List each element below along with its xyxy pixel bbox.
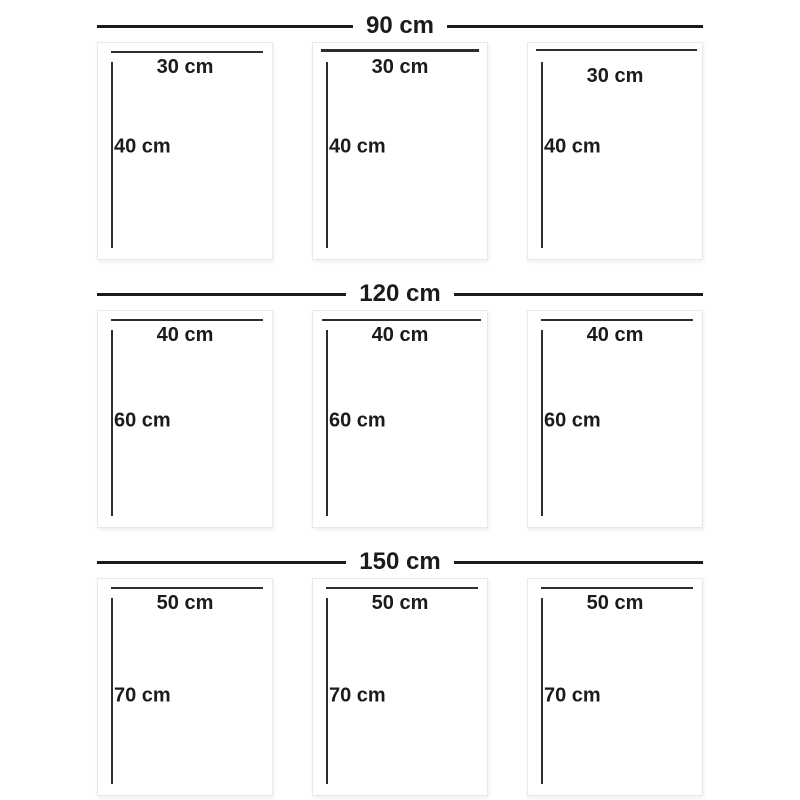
frame-card	[312, 42, 488, 260]
frame-card	[527, 310, 703, 528]
frame-width-label: 40 cm	[586, 324, 644, 346]
frame-width-line	[111, 319, 263, 321]
frame-row	[97, 310, 703, 528]
frame-width-label: 40 cm	[371, 324, 429, 346]
frame-card	[312, 310, 488, 528]
frame-height-line	[541, 62, 543, 248]
total-width-dimension	[97, 14, 703, 38]
frame-height-line	[326, 598, 328, 784]
dimension-line-left	[97, 561, 346, 564]
frame-height-line	[541, 598, 543, 784]
frame-height-label: 70 cm	[544, 684, 601, 707]
frame-height-label: 60 cm	[329, 409, 386, 432]
frame-width-line	[541, 587, 693, 589]
frame-width-line	[322, 319, 481, 321]
frame-height-label: 40 cm	[114, 135, 171, 158]
frame-width-line	[111, 51, 263, 53]
frame-width-line	[111, 587, 263, 589]
dimension-line-right	[447, 25, 703, 28]
frame-row	[97, 578, 703, 796]
size-group-150cm	[97, 550, 703, 796]
frame-height-label: 60 cm	[114, 409, 171, 432]
frame-width-label: 50 cm	[586, 592, 644, 614]
frame-card	[97, 42, 273, 260]
frame-width-line	[536, 49, 697, 51]
frame-card	[312, 578, 488, 796]
frame-height-label: 70 cm	[114, 684, 171, 707]
frame-width-label: 50 cm	[156, 592, 214, 614]
frame-width-label: 30 cm	[371, 56, 429, 78]
frame-width-label: 40 cm	[156, 324, 214, 346]
frame-width-line	[321, 49, 479, 52]
frame-height-line	[326, 330, 328, 516]
frame-width-line	[541, 319, 693, 321]
size-group-120cm	[97, 282, 703, 528]
size-group-90cm	[97, 14, 703, 260]
frame-height-label: 40 cm	[544, 135, 601, 158]
frame-height-line	[111, 62, 113, 248]
frame-height-line	[541, 330, 543, 516]
total-width-label: 90 cm	[365, 12, 435, 39]
frame-card	[527, 578, 703, 796]
dimension-line-left	[97, 25, 353, 28]
frame-width-label: 30 cm	[156, 56, 214, 78]
frame-height-line	[111, 598, 113, 784]
dimension-line-left	[97, 293, 346, 296]
frame-height-line	[326, 62, 328, 248]
frame-row	[97, 42, 703, 260]
dimension-line-right	[454, 561, 703, 564]
frame-width-label: 30 cm	[586, 65, 644, 87]
total-width-dimension	[97, 550, 703, 574]
dimension-line-right	[454, 293, 703, 296]
total-width-label: 120 cm	[359, 280, 441, 307]
diagram-content	[97, 0, 703, 796]
frame-height-label: 40 cm	[329, 135, 386, 158]
frame-width-line	[326, 587, 478, 589]
frame-height-label: 70 cm	[329, 684, 386, 707]
total-width-label: 150 cm	[359, 548, 441, 575]
total-width-dimension	[97, 282, 703, 306]
frame-width-label: 50 cm	[371, 592, 429, 614]
frame-height-label: 60 cm	[544, 409, 601, 432]
frame-card	[97, 578, 273, 796]
frame-height-line	[111, 330, 113, 516]
frame-card	[97, 310, 273, 528]
frame-card	[527, 42, 703, 260]
